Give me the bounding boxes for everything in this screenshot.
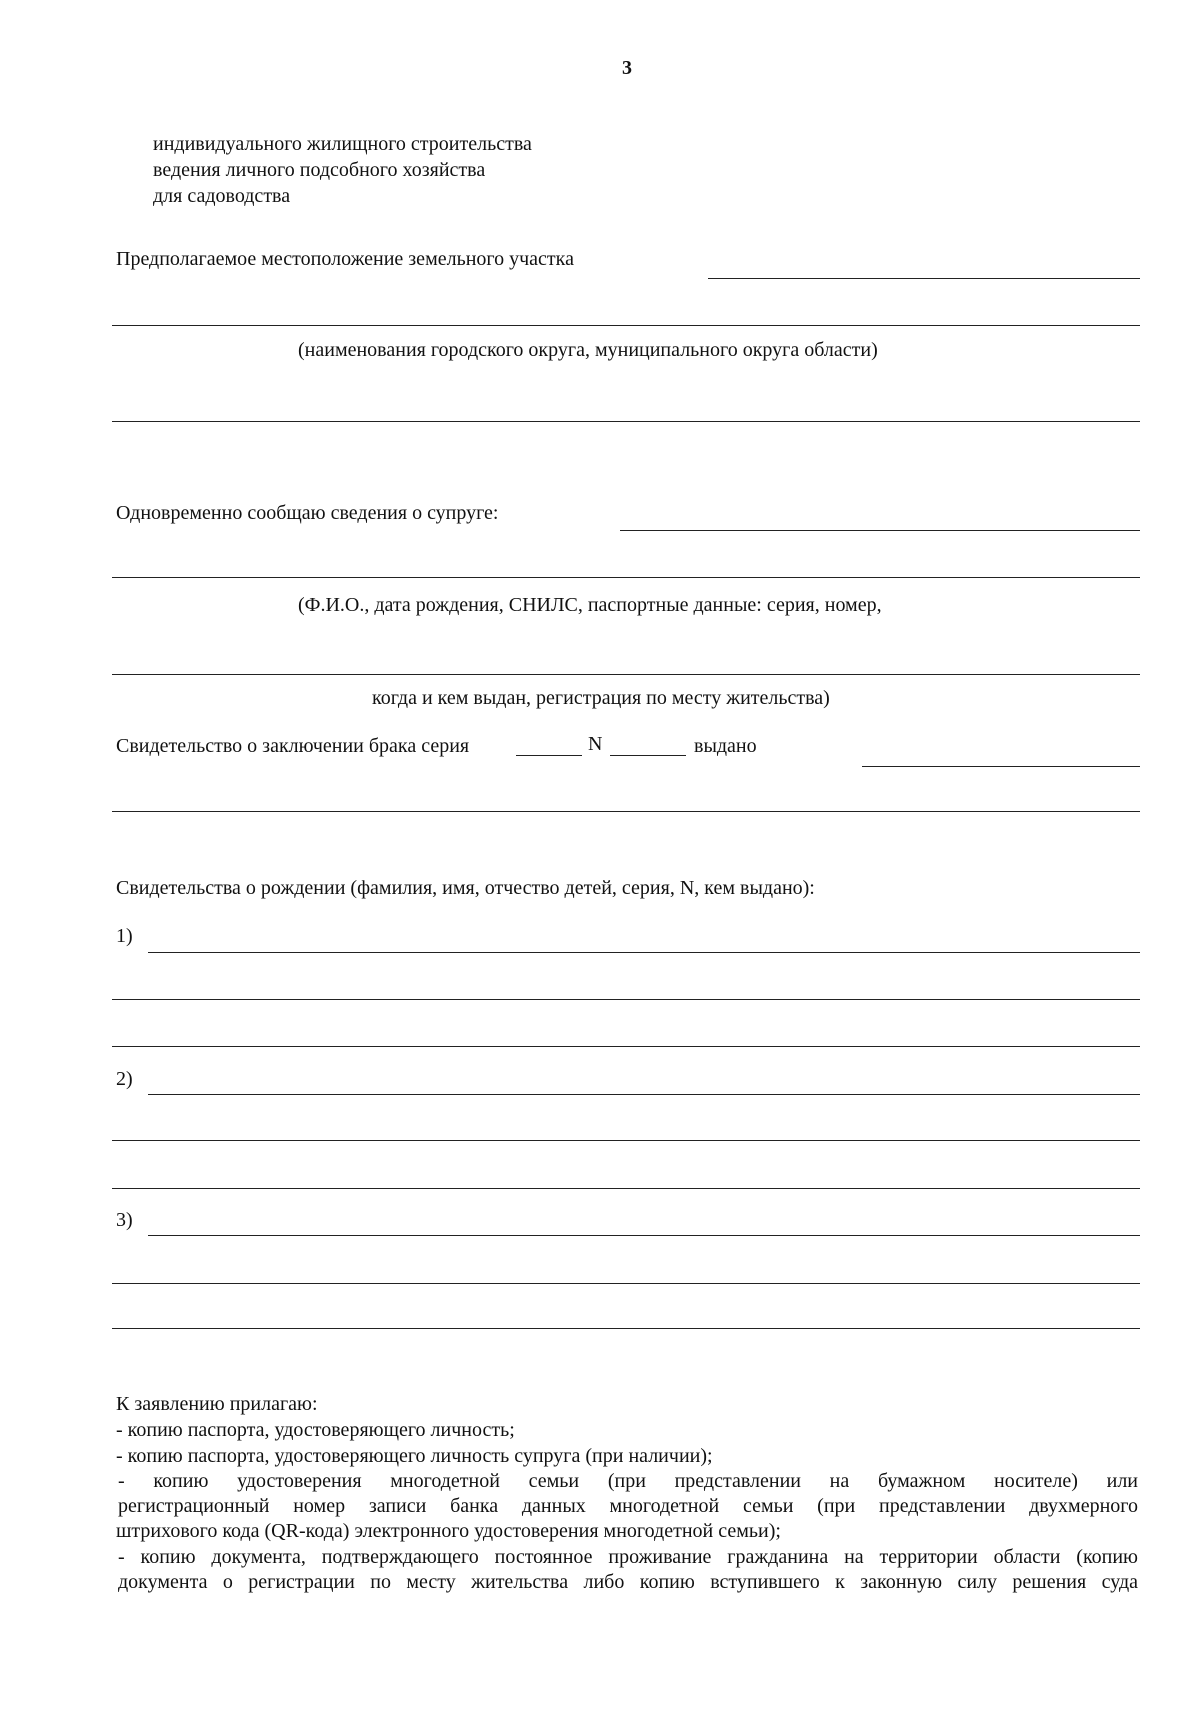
child-3-field-line-2[interactable]	[112, 1283, 1140, 1284]
child-3-field-line-3[interactable]	[112, 1328, 1140, 1329]
location-label: Предполагаемое местоположение земельного участка	[116, 248, 574, 270]
location-hint: (наименования городского округа, муниципального округа области)	[298, 339, 878, 361]
marriage-issued-field[interactable]	[862, 766, 1140, 767]
purpose-option-garden: для садоводства	[153, 185, 291, 207]
purpose-option-lph: ведения личного подсобного хозяйства	[153, 159, 486, 181]
spouse-field-line-2[interactable]	[112, 674, 1140, 675]
marriage-series-field[interactable]	[516, 755, 582, 756]
location-field-line-1[interactable]	[112, 325, 1140, 326]
attachment-item-large-family-line-2: регистрационный номер записи банка данных многодетной семьи (при представлении двухмерного	[118, 1495, 1138, 1517]
attachment-item-residence-line-1: - копию документа, подтверждающего постоянное проживание гражданина на территории области (копию	[118, 1546, 1138, 1568]
attachment-item-large-family-line-1: - копию удостоверения многодетной семьи (при представлении на бумажном носителе) или	[118, 1470, 1138, 1492]
marriage-issued-label: выдано	[694, 735, 757, 757]
marriage-cert-label: Свидетельство о заключении брака серия	[116, 735, 470, 757]
attachment-item-large-family-line-3: штрихового кода (QR-кода) электронного удостоверения многодетной семьи);	[116, 1520, 781, 1542]
child-2-field[interactable]	[148, 1094, 1140, 1095]
attachments-heading: К заявлению прилагаю:	[116, 1393, 318, 1415]
child-2-label: 2)	[116, 1068, 133, 1090]
attachment-item-spouse-passport: - копию паспорта, удостоверяющего личность супруга (при наличии);	[116, 1445, 713, 1467]
spouse-hint-1: (Ф.И.О., дата рождения, СНИЛС, паспортные данные: серия, номер,	[298, 594, 882, 616]
purpose-option-ijs: индивидуального жилищного строительства	[153, 133, 532, 155]
page-number: 3	[622, 57, 632, 79]
marriage-number-field[interactable]	[610, 755, 686, 756]
child-1-field[interactable]	[148, 952, 1140, 953]
attachment-item-residence-line-2: документа о регистрации по месту жительства либо копию вступившего к законную силу решения суда	[118, 1571, 1138, 1593]
birth-certs-label: Свидетельства о рождении (фамилия, имя, отчество детей, серия, N, кем выдано):	[116, 877, 815, 899]
child-2-field-line-2[interactable]	[112, 1140, 1140, 1141]
child-3-field[interactable]	[148, 1235, 1140, 1236]
child-2-field-line-3[interactable]	[112, 1188, 1140, 1189]
spouse-field-line-1[interactable]	[112, 577, 1140, 578]
spouse-hint-2: когда и кем выдан, регистрация по месту жительства)	[372, 687, 830, 709]
child-1-field-line-2[interactable]	[112, 999, 1140, 1000]
child-1-label: 1)	[116, 925, 133, 947]
location-field-inline[interactable]	[708, 278, 1140, 279]
child-1-field-line-3[interactable]	[112, 1046, 1140, 1047]
attachment-item-passport: - копию паспорта, удостоверяющего личность;	[116, 1419, 515, 1441]
child-3-label: 3)	[116, 1209, 133, 1231]
marriage-field-line-2[interactable]	[112, 811, 1140, 812]
location-field-line-2[interactable]	[112, 421, 1140, 422]
spouse-field-inline[interactable]	[620, 530, 1140, 531]
marriage-n-label: N	[588, 733, 603, 755]
spouse-label: Одновременно сообщаю сведения о супруге:	[116, 502, 499, 524]
